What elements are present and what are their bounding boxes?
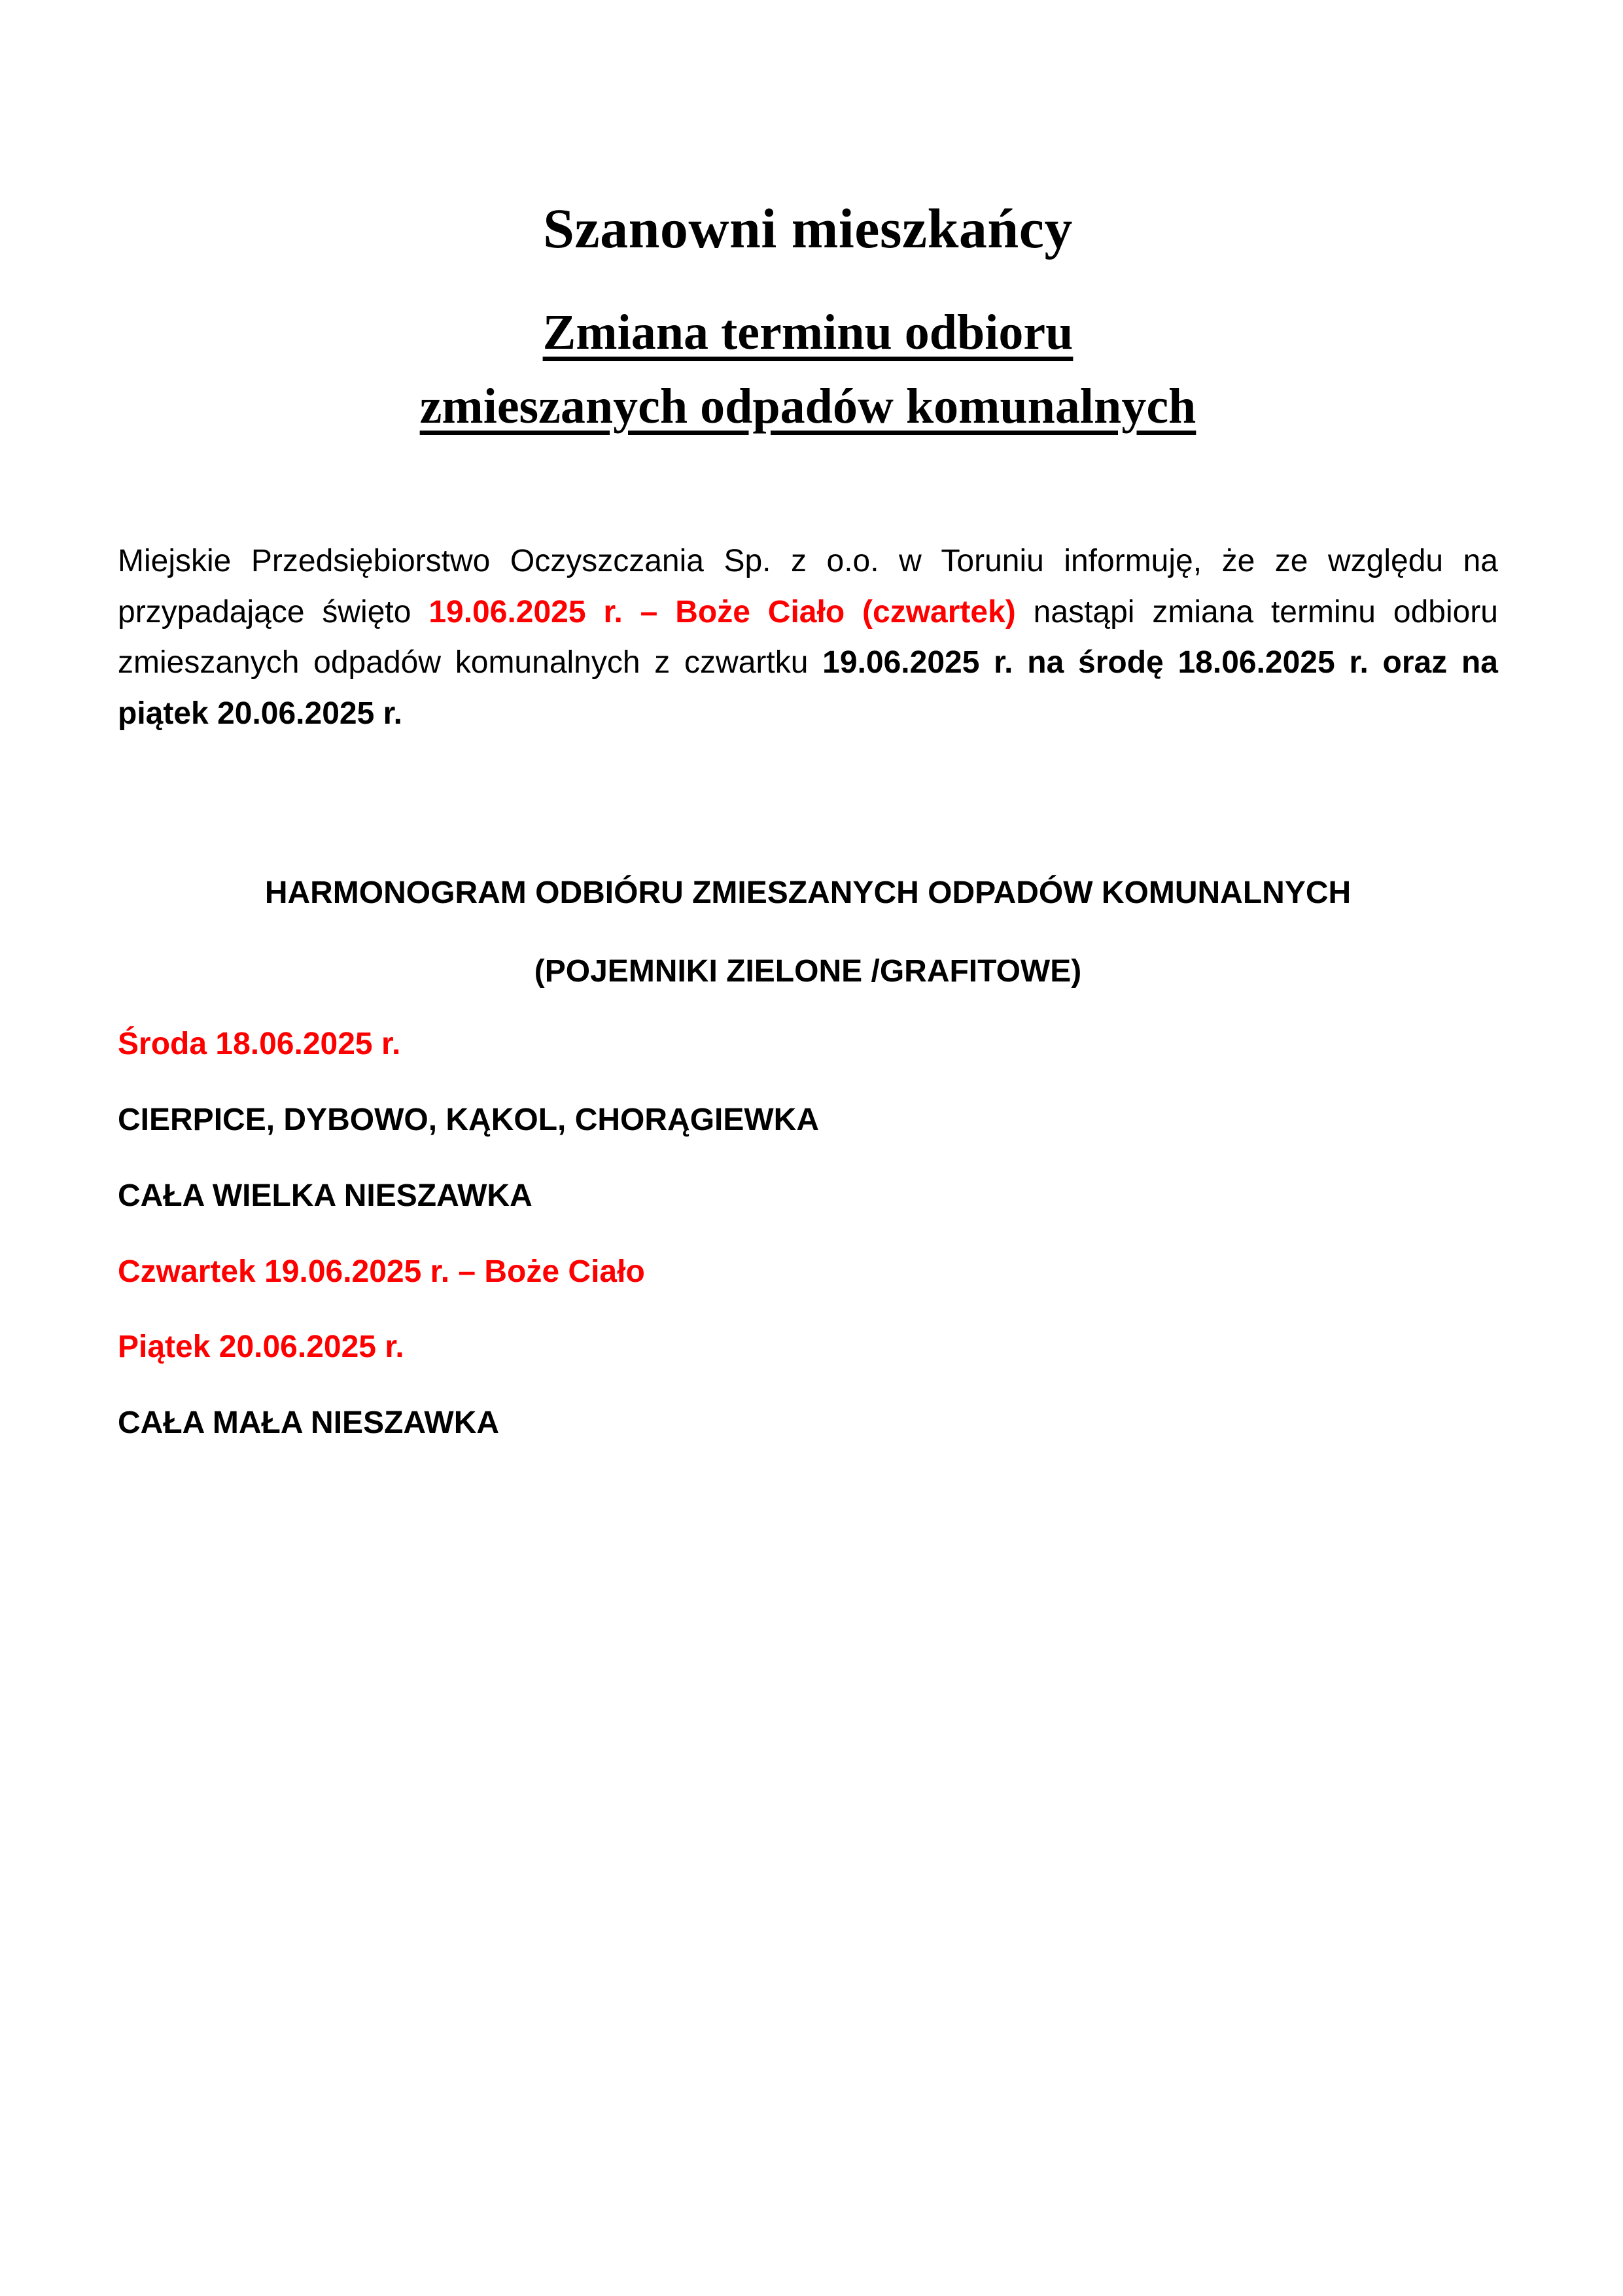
schedule-list [118, 997, 1498, 1449]
heading-block [118, 0, 1498, 443]
schedule-areas-wednesday-2: CAŁA WIELKA NIESZAWKA [118, 1178, 532, 1213]
schedule-date-friday: Piątek 20.06.2025 r. [118, 1330, 404, 1365]
schedule-subheading-bins: (POJEMNIKI ZIELONE /GRAFITOWE) [534, 953, 1082, 989]
schedule-areas-wednesday-1: CIERPICE, DYBOWO, KĄKOL, CHORĄGIEWKA [118, 1103, 820, 1138]
page-title-salutation: Szanowni mieszkańcy [543, 197, 1073, 260]
page-title-subject [118, 260, 1498, 443]
notice-holiday-highlight: 19.06.2025 r. – Boże Ciało (czwartek) [428, 594, 1016, 629]
schedule-date-wednesday: Środa 18.06.2025 r. [118, 1027, 401, 1062]
notice-text-middle: nastąpi zmiana terminu odbioru zmieszanych odpadów komunalnych z czwartku [118, 594, 1498, 680]
schedule-heading: HARMONOGRAM ODBIÓRU ZMIESZANYCH ODPADÓW KOMUNALNYCH [264, 875, 1352, 910]
page-title-subject-line-1: Zmiana terminu odbioru [542, 305, 1073, 361]
notice-paragraph [118, 443, 1498, 739]
schedule-areas-friday: CAŁA MAŁA NIESZAWKA [118, 1405, 500, 1441]
document-content-column [118, 0, 1498, 1449]
notice-new-dates: 19.06.2025 r. na środę 18.06.2025 r. oraz na piątek 20.06.2025 r. [118, 645, 1498, 732]
page-title-subject-line-2: zmieszanych odpadów komunalnych [419, 378, 1196, 434]
notice-text-intro: Miejskie Przedsiębiorstwo Oczyszczania Sp. z o.o. w Toruniu informuję, że ze względu na przypadające święto [118, 543, 1498, 629]
schedule-date-thursday-holiday: Czwartek 19.06.2025 r. – Boże Ciało [118, 1254, 645, 1289]
